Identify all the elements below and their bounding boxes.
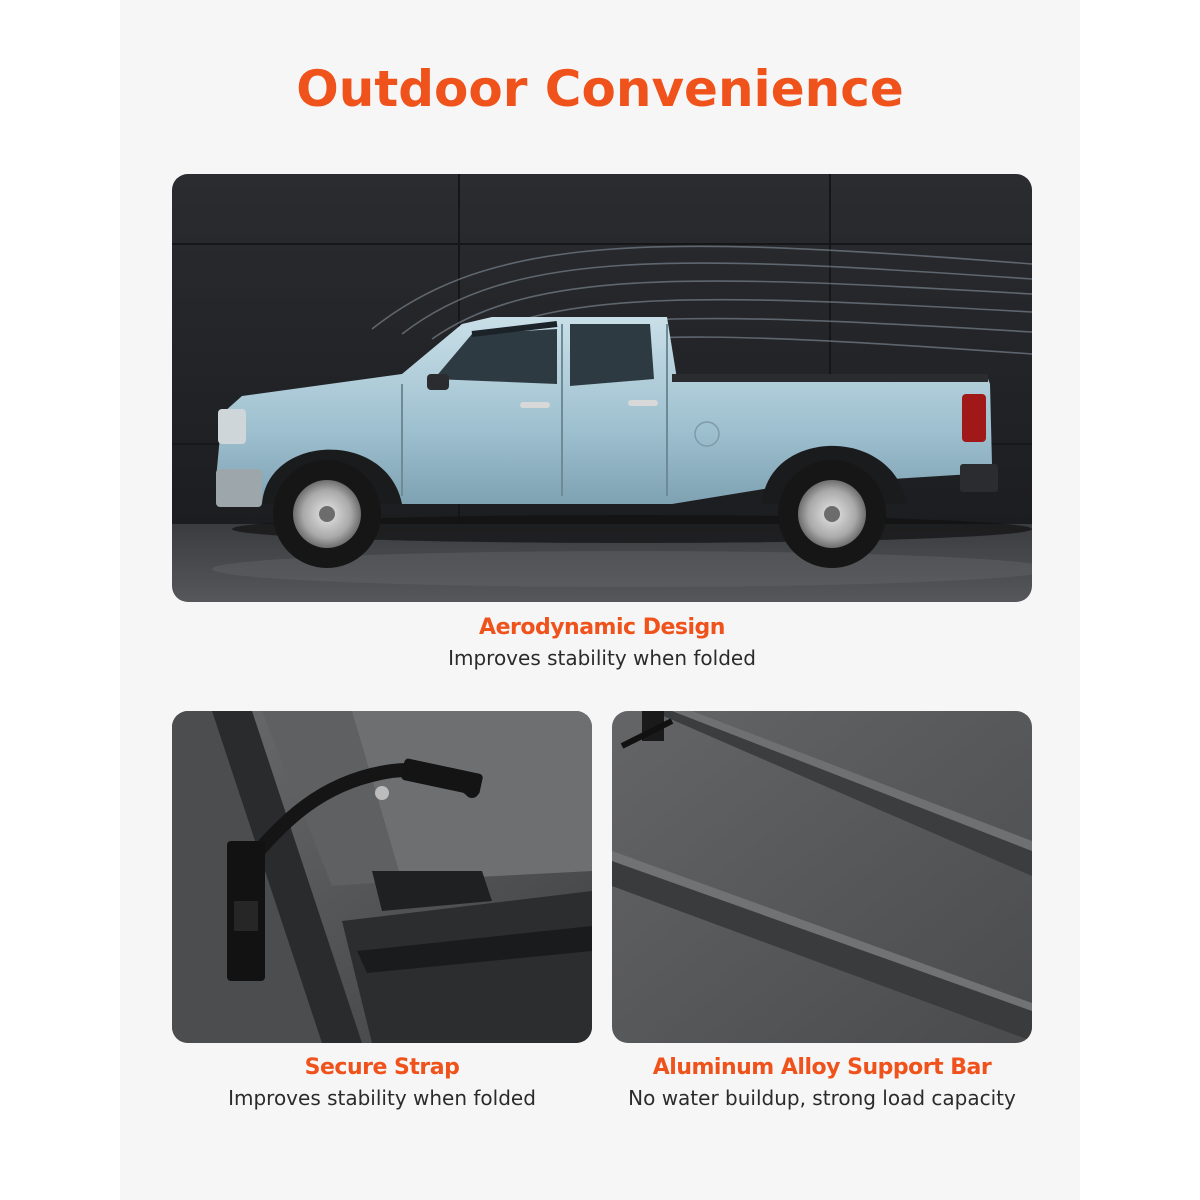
feature-title: Secure Strap: [304, 1055, 460, 1080]
content-panel: [120, 0, 1080, 1200]
feature-aerodynamic: [172, 613, 1032, 673]
truck-photo: [172, 174, 1032, 602]
feature-description: Improves stability when folded: [448, 646, 756, 670]
feature-title: Aerodynamic Design: [479, 615, 725, 640]
support-bar-photo: [612, 711, 1032, 1043]
page-title: Outdoor Convenience: [296, 60, 904, 118]
feature-description: Improves stability when folded: [228, 1086, 536, 1110]
feature-description: No water buildup, strong load capacity: [628, 1086, 1016, 1110]
strap-photo: [172, 711, 592, 1043]
feature-secure-strap: [172, 1053, 592, 1113]
feature-title: Aluminum Alloy Support Bar: [652, 1055, 992, 1080]
feature-support-bar: [612, 1053, 1032, 1113]
